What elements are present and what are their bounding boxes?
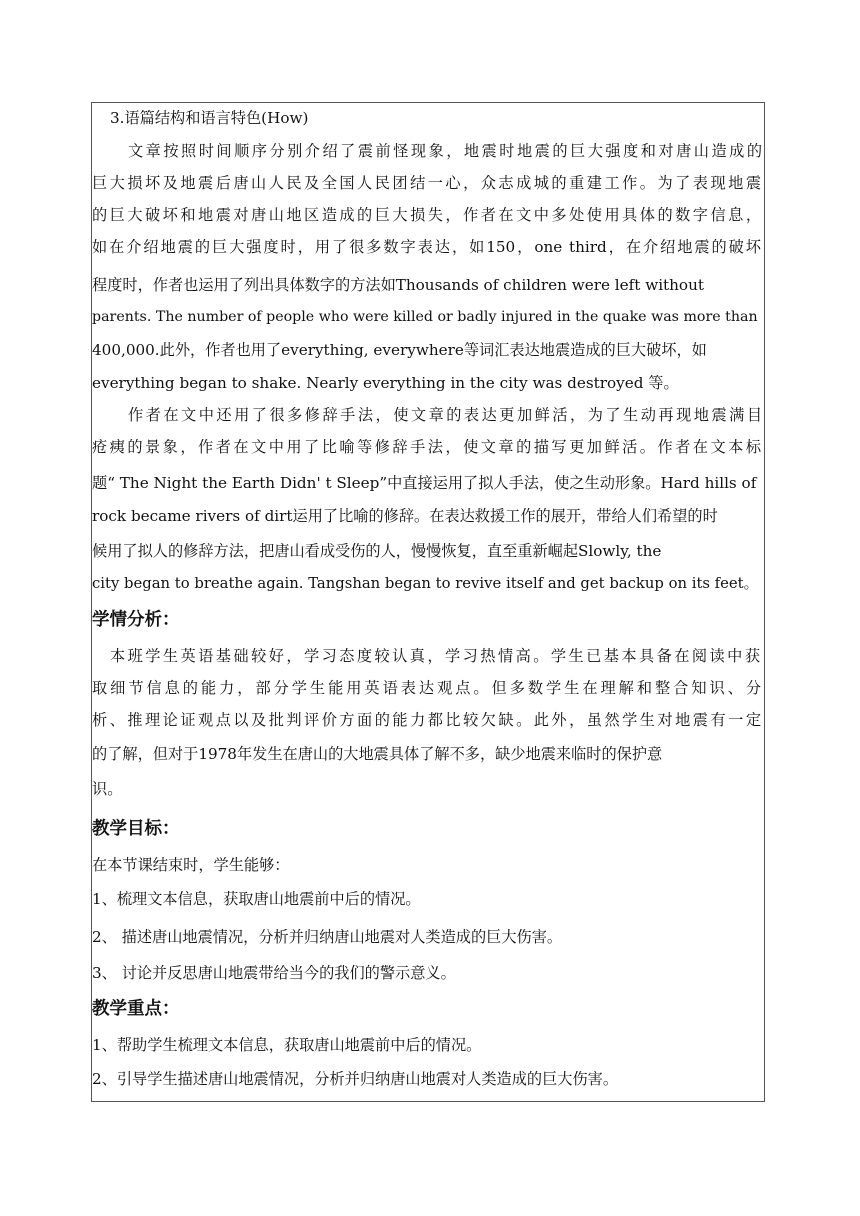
paragraph-line: rock became rivers of dirt运用了比喻的修辞。在表达救援工作的展开，带给人们希望的时 (92, 507, 718, 525)
paragraph-line: 的了解，但对于1978年发生在唐山的大地震具体了解不多，缺少地震来临时的保护意 (92, 745, 663, 763)
paragraph-line: 疮痍的景象，作者在文中用了比喻等修辞手法，使文章的描写更加鲜活。作者在文本标 (92, 438, 761, 456)
objective-item: 2、 描述唐山地震情况，分析并归纳唐山地震对人类造成的巨大伤害。 (92, 928, 563, 946)
paragraph-line: 的巨大破坏和地震对唐山地区造成的巨大损失，作者在文中多处使用具体的数字信息， (92, 206, 761, 224)
objective-item: 3、 讨论并反思唐山地震带给当今的我们的警示意义。 (92, 964, 456, 982)
paragraph-line: 取细节信息的能力，部分学生能用英语表达观点。但多数学生在理解和整合知识、分 (92, 679, 761, 697)
student-analysis-heading: 学情分析： (92, 610, 180, 630)
paragraph-line: 文章按照时间顺序分别介绍了震前怪现象，地震时地震的巨大强度和对唐山造成的 (128, 142, 762, 160)
section-how-heading: 3.语篇结构和语言特色(How) (110, 109, 309, 127)
paragraph-line: 巨大损坏及地震后唐山人民及全国人民团结一心，众志成城的重建工作。为了表现地震 (92, 174, 761, 192)
key-point-item: 2、引导学生描述唐山地震情况，分析并归纳唐山地震对人类造成的巨大伤害。 (92, 1070, 619, 1088)
paragraph-line: 识。 (92, 780, 123, 798)
objectives-intro: 在本节课结束时，学生能够： (92, 856, 290, 874)
paragraph-line: everything began to shake. Nearly everything in the city was destroyed 等。 (92, 374, 679, 392)
objectives-heading: 教学目标： (92, 819, 180, 839)
paragraph-line: 本班学生英语基础较好，学习态度较认真，学习热情高。学生已基本具备在阅读中获 (110, 647, 760, 665)
paragraph-line: 作者在文中还用了很多修辞手法，使文章的表达更加鲜活，为了生动再现地震满目 (128, 406, 762, 424)
paragraph-line: 如在介绍地震的巨大强度时，用了很多数字表达，如150，one third，在介绍地震的破坏 (92, 238, 761, 256)
paragraph-line: 题“ The Night the Earth Didn' t Sleep”中直接运用了拟人手法，使之生动形象。Hard hills of (92, 474, 757, 492)
paragraph-line: city began to breathe again. Tangshan began to revive itself and get backup on its feet。 (92, 575, 759, 592)
paragraph-line: 400,000.此外，作者也用了everything, everywhere等词汇表达地震造成的巨大破坏，如 (92, 341, 707, 359)
key-points-heading: 教学重点： (92, 999, 180, 1019)
paragraph-line: 析、推理论证观点以及批判评价方面的能力都比较欠缺。此外，虽然学生对地震有一定 (92, 711, 761, 729)
paragraph-line: 候用了拟人的修辞方法，把唐山看成受伤的人，慢慢恢复，直至重新崛起Slowly, the (92, 542, 662, 560)
objective-item: 1、梳理文本信息，获取唐山地震前中后的情况。 (92, 890, 421, 908)
paragraph-line: 程度时，作者也运用了列出具体数字的方法如Thousands of children were left without (92, 276, 704, 294)
key-point-item: 1、帮助学生梳理文本信息，获取唐山地震前中后的情况。 (92, 1036, 482, 1054)
paragraph-line: parents. The number of people who were killed or badly injured in the quake was more than (92, 309, 758, 325)
